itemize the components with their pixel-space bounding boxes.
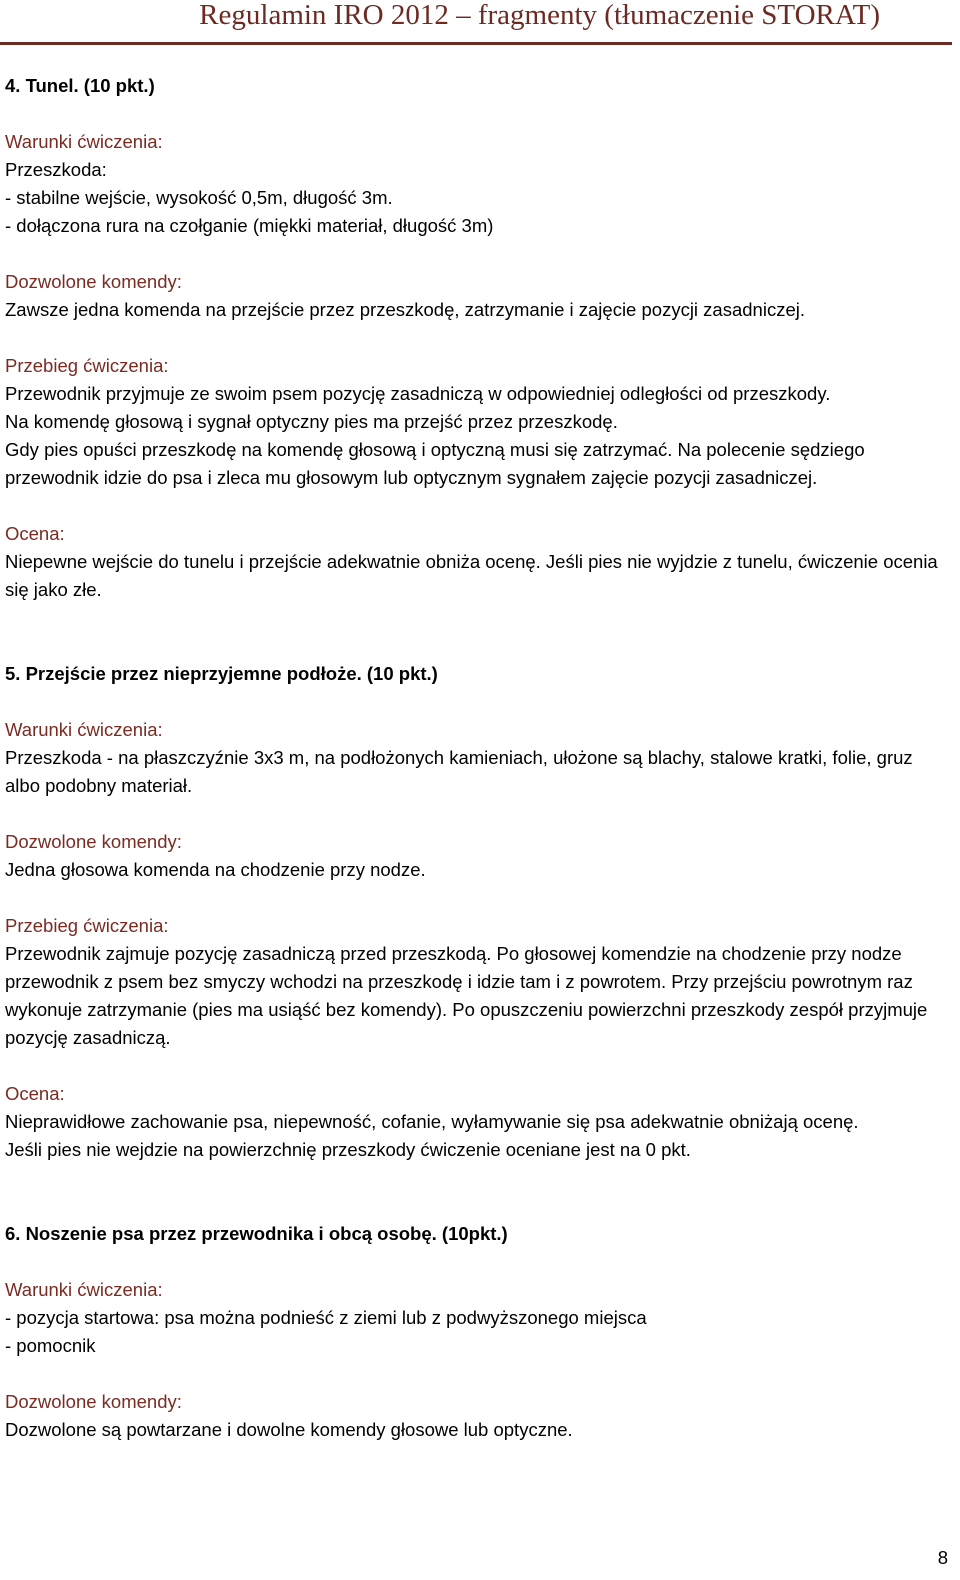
block-line: Przewodnik zajmuje pozycję zasadniczą przed przeszkodą. Po głosowej komendzie na chodzenie przy nodze przewodnik z psem bez smyczy wchodzi na przeszkodę i idzie tam i z powrotem. Przy przejściu powrotnym raz wykonuje zatrzymanie (pies ma usiąść bez komendy). Po opuszczeniu powierzchni przeszkody zespół przyjmuje pozycję zasadniczą. bbox=[5, 943, 928, 1048]
document-body bbox=[5, 72, 945, 1444]
section-title: 4. Tunel. (10 pkt.) bbox=[5, 75, 155, 96]
block-line: Zawsze jedna komenda na przejście przez przeszkodę, zatrzymanie i zajęcie pozycji zasadniczej. bbox=[5, 299, 805, 320]
block-commands bbox=[5, 828, 945, 884]
block-line: Jeśli pies nie wejdzie na powierzchnię przeszkody ćwiczenie oceniane jest na 0 pkt. bbox=[5, 1139, 691, 1160]
block-line: Jedna głosowa komenda na chodzenie przy nodze. bbox=[5, 859, 426, 880]
block-line: Na komendę głosową i sygnał optyczny pies ma przejść przez przeszkodę. bbox=[5, 411, 618, 432]
block-line: - pozycja startowa: psa można podnieść z ziemi lub z podwyższonego miejsca bbox=[5, 1307, 647, 1328]
section-carrying bbox=[5, 1220, 945, 1444]
block-line: Gdy pies opuści przeszkodę na komendę głosową i optyczną musi się zatrzymać. Na polecenie sędziego przewodnik idzie do psa i zleca mu głosowym lub optycznym sygnałem zajęcie pozycji zasadniczej. bbox=[5, 439, 865, 488]
block-label: Dozwolone komendy: bbox=[5, 1391, 182, 1412]
block-label: Ocena: bbox=[5, 523, 65, 544]
section-surface bbox=[5, 660, 945, 1164]
block-line: Niepewne wejście do tunelu i przejście adekwatnie obniża ocenę. Jeśli pies nie wyjdzie z tunelu, ćwiczenie ocenia się jako złe. bbox=[5, 551, 938, 600]
block-procedure bbox=[5, 912, 945, 1052]
block-procedure bbox=[5, 352, 945, 492]
section-title: 6. Noszenie psa przez przewodnika i obcą osobę. (10pkt.) bbox=[5, 1223, 508, 1244]
block-label: Warunki ćwiczenia: bbox=[5, 1279, 163, 1300]
block-rating bbox=[5, 1080, 945, 1164]
block-line: - dołączona rura na czołganie (miękki materiał, długość 3m) bbox=[5, 215, 494, 236]
block-label: Ocena: bbox=[5, 1083, 65, 1104]
header-title: Regulamin IRO 2012 – fragmenty (tłumaczenie STORAT) bbox=[199, 0, 880, 31]
block-line: Przeszkoda: bbox=[5, 159, 107, 180]
block-line: Nieprawidłowe zachowanie psa, niepewność, cofanie, wyłamywanie się psa adekwatnie obniżają ocenę. bbox=[5, 1111, 859, 1132]
block-conditions bbox=[5, 128, 945, 240]
block-conditions bbox=[5, 1276, 945, 1360]
block-label: Warunki ćwiczenia: bbox=[5, 131, 163, 152]
block-label: Przebieg ćwiczenia: bbox=[5, 355, 169, 376]
block-line: - pomocnik bbox=[5, 1335, 96, 1356]
page-header bbox=[0, 0, 952, 45]
block-commands bbox=[5, 268, 945, 324]
block-line: Dozwolone są powtarzane i dowolne komendy głosowe lub optyczne. bbox=[5, 1419, 573, 1440]
block-label: Warunki ćwiczenia: bbox=[5, 719, 163, 740]
block-line: Przeszkoda - na płaszczyźnie 3x3 m, na podłożonych kamieniach, ułożone są blachy, stalowe kratki, folie, gruz albo podobny materiał. bbox=[5, 747, 913, 796]
block-line: - stabilne wejście, wysokość 0,5m, długość 3m. bbox=[5, 187, 393, 208]
block-rating bbox=[5, 520, 945, 604]
page-number: 8 bbox=[937, 1547, 948, 1568]
section-tunel bbox=[5, 72, 945, 604]
block-line: Przewodnik przyjmuje ze swoim psem pozycję zasadniczą w odpowiedniej odległości od przeszkody. bbox=[5, 383, 831, 404]
block-conditions bbox=[5, 716, 945, 800]
block-label: Dozwolone komendy: bbox=[5, 271, 182, 292]
section-title: 5. Przejście przez nieprzyjemne podłoże. (10 pkt.) bbox=[5, 663, 438, 684]
block-label: Przebieg ćwiczenia: bbox=[5, 915, 169, 936]
block-label: Dozwolone komendy: bbox=[5, 831, 182, 852]
block-commands bbox=[5, 1388, 945, 1444]
